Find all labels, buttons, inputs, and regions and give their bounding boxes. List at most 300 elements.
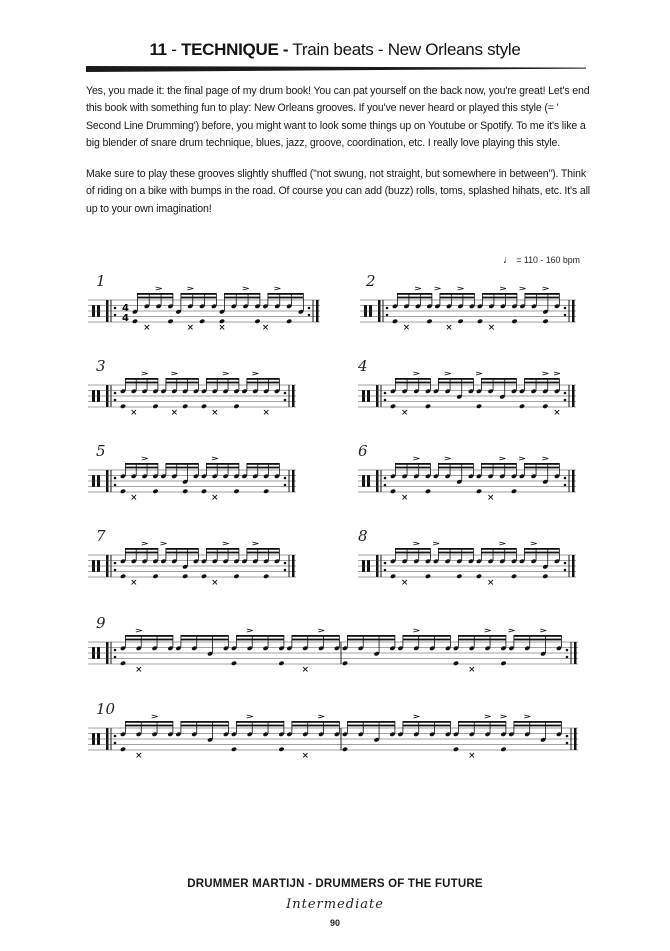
beam xyxy=(525,297,560,299)
accent-mark xyxy=(252,542,258,545)
beam xyxy=(440,293,475,295)
bass-drum-note xyxy=(500,747,506,752)
bass-drum-note xyxy=(182,489,188,494)
accent-mark xyxy=(445,372,451,375)
beam xyxy=(181,725,229,727)
accent-mark xyxy=(476,372,482,375)
exercise-number: 7 xyxy=(96,527,106,545)
accent-mark xyxy=(554,372,560,375)
chapter-number: 11 xyxy=(149,40,167,59)
beam xyxy=(292,635,340,637)
hihat-foot-note xyxy=(488,580,492,584)
accent-mark xyxy=(413,457,419,460)
bass-drum-note xyxy=(233,404,239,409)
beam xyxy=(125,378,158,380)
bass-drum-note xyxy=(233,489,239,494)
bass-drum-note xyxy=(231,747,237,752)
repeat-end-bar xyxy=(316,300,319,322)
repeat-dot xyxy=(114,569,117,572)
beam xyxy=(247,463,279,465)
accent-mark xyxy=(171,372,177,375)
beam xyxy=(236,639,283,641)
bass-drum-note xyxy=(511,574,517,579)
exercise-staff xyxy=(358,549,580,589)
beam xyxy=(438,378,473,380)
beam xyxy=(525,293,560,295)
bass-drum-note xyxy=(390,489,396,494)
accent-mark xyxy=(458,287,464,290)
hihat-foot-note xyxy=(213,580,217,584)
accent-mark xyxy=(187,287,193,290)
beam xyxy=(247,552,279,554)
bass-drum-note xyxy=(263,574,269,579)
repeat-dot xyxy=(384,477,387,480)
accent-mark xyxy=(413,715,419,718)
time-signature-bottom: 4 xyxy=(122,313,129,324)
bass-drum-note xyxy=(390,574,396,579)
accent-mark xyxy=(152,715,158,718)
hihat-foot-note xyxy=(488,495,492,499)
bass-drum-note xyxy=(477,319,483,324)
accent-mark xyxy=(318,629,324,632)
accent-mark xyxy=(500,287,506,290)
instructions-paragraph: Make sure to play these grooves slightly shuffled ("not swung, not straight, but somewhere in between"). Think of riding on a bike with bumps in the road. Of course you can add (buzz) rolls, toms, splashed hihats, etc. It's all up to your own imagination! xyxy=(86,168,590,215)
repeat-dot xyxy=(114,392,117,395)
beam xyxy=(347,725,395,727)
beam xyxy=(481,552,516,554)
bass-drum-note xyxy=(152,404,158,409)
bass-drum-note xyxy=(254,319,260,324)
repeat-dot xyxy=(114,742,117,745)
repeat-dot xyxy=(384,569,387,572)
accent-mark xyxy=(415,287,421,290)
beam xyxy=(125,639,173,641)
accent-mark xyxy=(247,629,253,632)
repeat-dot xyxy=(114,477,117,480)
repeat-end-bar xyxy=(572,555,575,577)
hihat-foot-note xyxy=(303,667,307,671)
bass-drum-note xyxy=(392,319,398,324)
beam xyxy=(125,382,158,384)
repeat-dot xyxy=(284,477,287,480)
hihat-foot-note xyxy=(213,495,217,499)
bass-drum-note xyxy=(182,404,188,409)
bass-drum-note xyxy=(511,319,517,324)
repeat-dot xyxy=(564,562,567,565)
beam xyxy=(206,552,239,554)
bass-drum-note xyxy=(167,319,173,324)
repeat-dot xyxy=(564,314,567,317)
bass-drum-note xyxy=(278,661,284,666)
exercise-staff xyxy=(358,379,580,419)
exercise-number: 10 xyxy=(96,700,116,718)
repeat-dot xyxy=(564,399,567,402)
hihat-foot-note xyxy=(264,410,268,414)
beam xyxy=(397,293,432,295)
hihat-foot-note xyxy=(132,495,136,499)
bass-drum-note xyxy=(476,489,482,494)
bass-drum-note xyxy=(120,574,126,579)
bass-drum-note xyxy=(425,489,431,494)
repeat-dot xyxy=(386,307,389,310)
bass-drum-note xyxy=(286,319,292,324)
accent-mark xyxy=(247,715,253,718)
beam xyxy=(268,293,304,295)
exercise-number: 2 xyxy=(366,272,376,290)
repeat-dot xyxy=(566,742,569,745)
hihat-foot-note xyxy=(402,580,406,584)
exercise-staff xyxy=(358,464,580,504)
beam xyxy=(206,382,239,384)
bass-drum-note xyxy=(425,404,431,409)
beam xyxy=(524,463,559,465)
beam xyxy=(438,552,473,554)
beam xyxy=(247,467,279,469)
exercise-number: 1 xyxy=(96,272,106,290)
page-number: 90 xyxy=(329,918,340,928)
repeat-end-bar xyxy=(574,642,577,664)
hihat-foot-note xyxy=(132,410,136,414)
hihat-foot-note xyxy=(470,753,474,757)
hihat-foot-note xyxy=(404,325,408,329)
bass-drum-note xyxy=(456,574,462,579)
beam xyxy=(397,297,432,299)
beam xyxy=(137,293,173,295)
accent-mark xyxy=(136,629,142,632)
exercise-number: 3 xyxy=(96,357,106,375)
beam xyxy=(224,293,259,295)
beam xyxy=(166,463,199,465)
beam xyxy=(482,297,517,299)
beam xyxy=(481,548,516,550)
repeat-dot xyxy=(284,399,287,402)
bass-drum-note xyxy=(519,404,525,409)
beam xyxy=(482,293,517,295)
tempo-text: = 110 - 160 bpm xyxy=(516,255,580,265)
beam xyxy=(181,635,229,637)
beam xyxy=(181,297,217,299)
beam xyxy=(524,552,559,554)
bass-drum-note xyxy=(263,489,269,494)
hihat-foot-note xyxy=(188,325,192,329)
exercise-number: 8 xyxy=(358,527,368,545)
accent-mark xyxy=(509,629,515,632)
time-signature-top: 4 xyxy=(122,303,129,314)
accent-mark xyxy=(542,457,548,460)
beam xyxy=(236,635,283,637)
repeat-dot xyxy=(564,392,567,395)
bass-drum-note xyxy=(453,747,459,752)
repeat-dot xyxy=(308,314,311,317)
beam xyxy=(125,721,173,723)
beam xyxy=(514,635,562,637)
accent-mark xyxy=(223,542,229,545)
beam xyxy=(206,467,239,469)
beam xyxy=(481,467,516,469)
repeat-dot xyxy=(564,477,567,480)
accent-mark xyxy=(543,287,549,290)
accent-mark xyxy=(413,629,419,632)
accent-mark xyxy=(413,372,419,375)
repeat-dot xyxy=(284,392,287,395)
exercise-staff xyxy=(88,379,300,419)
hihat-foot-note xyxy=(402,495,406,499)
bass-drum-note xyxy=(390,404,396,409)
exercise-number: 6 xyxy=(358,442,368,460)
repeat-dot xyxy=(114,649,117,652)
beam xyxy=(181,721,229,723)
bass-drum-note xyxy=(453,661,459,666)
beam xyxy=(440,297,475,299)
beam xyxy=(166,548,199,550)
bass-drum-note xyxy=(476,404,482,409)
beam xyxy=(247,378,279,380)
repeat-end-bar xyxy=(572,300,575,322)
beam xyxy=(292,725,340,727)
accent-mark xyxy=(223,372,229,375)
beam xyxy=(458,725,506,727)
beam xyxy=(137,297,173,299)
hihat-foot-note xyxy=(132,580,136,584)
beam xyxy=(395,552,430,554)
accent-mark xyxy=(485,629,491,632)
exercise-staff xyxy=(360,294,580,334)
beam xyxy=(166,467,199,469)
bass-drum-note xyxy=(342,661,348,666)
repeat-dot xyxy=(114,314,117,317)
beam xyxy=(403,721,451,723)
exercise-staff xyxy=(88,464,300,504)
repeat-dot xyxy=(384,484,387,487)
bass-drum-note xyxy=(120,661,126,666)
accent-mark xyxy=(413,542,419,545)
bass-drum-note xyxy=(511,489,517,494)
title-separator: - xyxy=(171,40,177,59)
exercise-staff xyxy=(88,549,300,589)
beam xyxy=(395,463,430,465)
repeat-end-bar xyxy=(292,470,295,492)
bass-drum-note xyxy=(219,319,225,324)
accent-mark xyxy=(540,629,546,632)
beam xyxy=(395,382,430,384)
bass-drum-note xyxy=(152,489,158,494)
hihat-foot-note xyxy=(447,325,451,329)
beam xyxy=(125,548,158,550)
accent-mark xyxy=(252,372,258,375)
repeat-dot xyxy=(114,562,117,565)
beam xyxy=(347,635,395,637)
bass-drum-note xyxy=(425,574,431,579)
bass-drum-note xyxy=(199,319,205,324)
bass-drum-note xyxy=(201,489,207,494)
bass-drum-note xyxy=(182,574,188,579)
beam xyxy=(481,463,516,465)
repeat-dot xyxy=(284,569,287,572)
beam xyxy=(224,297,259,299)
beam xyxy=(181,293,217,295)
repeat-dot xyxy=(564,569,567,572)
accent-mark xyxy=(445,457,451,460)
hihat-foot-note xyxy=(555,410,559,414)
beam xyxy=(125,635,173,637)
accent-mark xyxy=(433,542,439,545)
exercise-number: 4 xyxy=(358,357,368,375)
bass-drum-note xyxy=(201,404,207,409)
beam xyxy=(395,548,430,550)
beam xyxy=(514,725,562,727)
accent-mark xyxy=(142,457,148,460)
bass-drum-note xyxy=(457,319,463,324)
repeat-dot xyxy=(114,399,117,402)
page-title xyxy=(0,40,670,60)
beam xyxy=(125,725,173,727)
tempo-marking xyxy=(503,254,580,266)
accent-mark xyxy=(501,715,507,718)
beam xyxy=(524,378,559,380)
beam xyxy=(166,378,199,380)
footer-brand xyxy=(0,878,670,890)
repeat-dot xyxy=(284,484,287,487)
bass-drum-note xyxy=(231,661,237,666)
bass-drum-note xyxy=(542,574,548,579)
accent-mark xyxy=(274,287,280,290)
beam xyxy=(395,378,430,380)
beam xyxy=(403,639,451,641)
bass-drum-note xyxy=(120,747,126,752)
hihat-foot-note xyxy=(220,325,224,329)
beam xyxy=(481,382,516,384)
bass-drum-note xyxy=(500,661,506,666)
repeat-dot xyxy=(564,307,567,310)
hihat-foot-note xyxy=(402,410,406,414)
beam xyxy=(395,467,430,469)
beam xyxy=(206,548,239,550)
repeat-dot xyxy=(384,399,387,402)
repeat-end-bar xyxy=(574,728,577,750)
beam xyxy=(524,382,559,384)
bass-drum-note xyxy=(542,404,548,409)
beam xyxy=(458,635,506,637)
beam xyxy=(438,548,473,550)
hihat-foot-note xyxy=(172,410,176,414)
beam xyxy=(236,725,283,727)
beam xyxy=(125,463,158,465)
beam xyxy=(524,548,559,550)
beam xyxy=(347,639,395,641)
exercise-staff xyxy=(88,722,582,762)
accent-mark xyxy=(499,457,505,460)
beam xyxy=(125,552,158,554)
accent-mark xyxy=(142,542,148,545)
accent-mark xyxy=(156,287,162,290)
repeat-dot xyxy=(114,735,117,738)
beam xyxy=(292,721,340,723)
title-underline xyxy=(86,66,586,72)
beam xyxy=(292,639,340,641)
footer-level: Intermediate xyxy=(286,897,384,912)
beam xyxy=(206,378,239,380)
repeat-end-bar xyxy=(292,555,295,577)
repeat-dot xyxy=(564,484,567,487)
bass-drum-note xyxy=(132,319,138,324)
beam xyxy=(481,378,516,380)
accent-mark xyxy=(519,457,525,460)
beam xyxy=(247,548,279,550)
footer-brand-text: DRUMMER MARTIJN - DRUMMERS OF THE FUTURE xyxy=(187,878,483,890)
beam xyxy=(181,639,229,641)
hihat-foot-note xyxy=(470,667,474,671)
bass-drum-note xyxy=(233,574,239,579)
hihat-foot-note xyxy=(263,325,267,329)
accent-mark xyxy=(542,372,548,375)
accent-mark xyxy=(520,287,526,290)
beam xyxy=(514,721,562,723)
beam xyxy=(438,382,473,384)
exercise-staff xyxy=(88,294,324,334)
accent-mark xyxy=(318,715,324,718)
hihat-foot-note xyxy=(145,325,149,329)
beam xyxy=(166,382,199,384)
beam xyxy=(403,725,451,727)
repeat-end-bar xyxy=(572,385,575,407)
bass-drum-note xyxy=(476,574,482,579)
accent-mark xyxy=(161,542,167,545)
beam xyxy=(458,639,506,641)
bass-drum-note xyxy=(120,489,126,494)
repeat-dot xyxy=(386,314,389,317)
beam xyxy=(403,635,451,637)
accent-mark xyxy=(435,287,441,290)
beam xyxy=(458,721,506,723)
repeat-end-bar xyxy=(572,470,575,492)
beam xyxy=(166,552,199,554)
repeat-dot xyxy=(114,656,117,659)
beam xyxy=(206,463,239,465)
hihat-foot-note xyxy=(213,410,217,414)
accent-mark xyxy=(243,287,249,290)
quarter-note-icon: ♩ xyxy=(502,254,514,266)
hihat-foot-note xyxy=(137,753,141,757)
bass-drum-note xyxy=(542,319,548,324)
exercise-number: 9 xyxy=(96,614,106,632)
bass-drum-note xyxy=(201,574,207,579)
repeat-dot xyxy=(566,735,569,738)
bass-drum-note xyxy=(278,747,284,752)
beam xyxy=(438,467,473,469)
repeat-dot xyxy=(384,392,387,395)
hihat-foot-note xyxy=(137,667,141,671)
beam xyxy=(524,467,559,469)
repeat-dot xyxy=(308,307,311,310)
bass-drum-note xyxy=(426,319,432,324)
hihat-foot-note xyxy=(489,325,493,329)
beam xyxy=(514,639,562,641)
repeat-dot xyxy=(114,484,117,487)
bass-drum-note xyxy=(152,574,158,579)
chapter-name: TECHNIQUE - xyxy=(181,40,289,59)
accent-mark xyxy=(485,715,491,718)
repeat-dot xyxy=(384,562,387,565)
accent-mark xyxy=(524,715,530,718)
intro-paragraph: Yes, you made it: the final page of my drum book! You can pat yourself on the back now, you're great! Let's end this book with something fun to play: New Orleans grooves. If you've never heard or played this style (= ' Second Line Drumming') before, you might want to look some things up on Youtube or Spotify. To me it's like a big blender of snare drum technique, blues, jazz, groove, coordination, etc. I really love playing this style. xyxy=(86,85,590,149)
beam xyxy=(438,463,473,465)
beam xyxy=(347,721,395,723)
chapter-subtitle: Train beats - New Orleans style xyxy=(292,40,521,59)
bass-drum-note xyxy=(120,404,126,409)
repeat-end-bar xyxy=(292,385,295,407)
accent-mark xyxy=(212,457,218,460)
accent-mark xyxy=(499,542,505,545)
